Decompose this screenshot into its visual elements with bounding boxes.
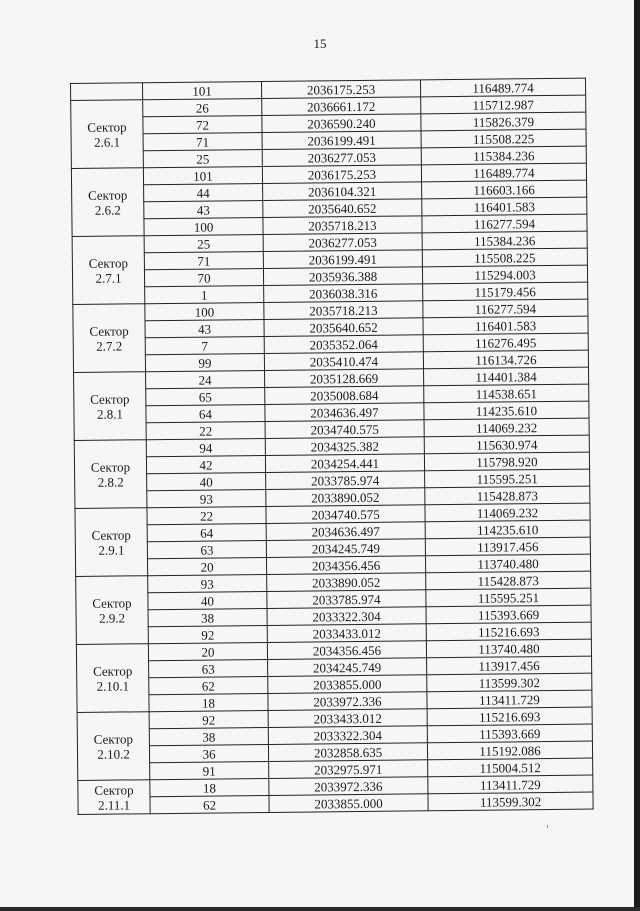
x-coordinate-cell: 2035008.684 (265, 386, 424, 405)
point-cell: 20 (147, 557, 266, 575)
y-coordinate-cell: 115216.693 (427, 707, 592, 726)
sector-label-word: Сектор (89, 322, 129, 339)
y-coordinate-cell: 114235.610 (425, 520, 590, 539)
point-cell: 71 (143, 132, 262, 150)
y-coordinate-cell: 114235.610 (424, 401, 589, 420)
x-coordinate-cell: 2034636.497 (266, 522, 425, 541)
scan-edge-bottom (0, 907, 640, 911)
y-coordinate-cell: 113411.729 (428, 775, 593, 794)
x-coordinate-cell: 2033785.974 (267, 590, 426, 609)
point-cell: 101 (143, 81, 262, 99)
sector-label-cell (71, 168, 144, 237)
point-cell: 18 (149, 693, 268, 711)
y-coordinate-cell: 115393.669 (426, 605, 591, 624)
point-cell: 93 (147, 489, 266, 507)
point-cell: 25 (143, 149, 262, 167)
x-coordinate-cell: 2033890.052 (267, 573, 426, 592)
sector-label-cell (78, 780, 150, 815)
y-coordinate-cell: 115192.086 (427, 741, 592, 760)
x-coordinate-cell: 2035410.474 (264, 352, 423, 371)
sector-label-word: Сектор (88, 254, 129, 271)
point-cell: 18 (150, 778, 269, 796)
point-cell: 65 (146, 387, 265, 405)
y-coordinate-cell: 115630.974 (424, 435, 589, 454)
sector-label-word: Сектор (87, 118, 127, 135)
sector-label-word: Сектор (90, 390, 130, 407)
x-coordinate-cell: 2035128.669 (265, 369, 424, 388)
y-coordinate-cell: 115595.251 (426, 588, 591, 607)
x-coordinate-cell: 2035718.213 (264, 301, 423, 320)
point-cell: 93 (148, 574, 267, 592)
x-coordinate-cell: 2036277.053 (263, 233, 422, 252)
sector-label-word: Сектор (92, 662, 133, 679)
y-coordinate-cell: 114401.384 (424, 367, 589, 386)
x-coordinate-cell: 2034245.749 (268, 658, 427, 677)
point-cell: 43 (145, 319, 264, 337)
sector-label-number: 2.10.1 (96, 677, 130, 694)
y-coordinate-cell: 113599.302 (427, 673, 592, 692)
y-coordinate-cell: 116134.726 (423, 350, 588, 369)
x-coordinate-cell: 2036277.053 (262, 148, 421, 167)
sector-label-word: Сектор (92, 594, 132, 611)
sector-label-number: 2.9.2 (99, 609, 126, 626)
x-coordinate-cell: 2036104.321 (263, 182, 422, 201)
sector-label-cell (75, 508, 148, 577)
x-coordinate-cell: 2033855.000 (269, 794, 428, 813)
coordinates-table (70, 78, 594, 815)
sector-label-number: 2.8.1 (96, 405, 124, 422)
x-coordinate-cell: 2032975.971 (269, 760, 428, 779)
point-cell: 71 (144, 251, 263, 269)
y-coordinate-cell: 115294.003 (422, 265, 587, 284)
x-coordinate-cell: 2036590.240 (262, 114, 421, 133)
x-coordinate-cell: 2036199.491 (263, 250, 422, 269)
sector-label-number: 2.9.1 (98, 541, 125, 558)
x-coordinate-cell: 2034356.456 (267, 641, 426, 660)
point-cell: 92 (149, 710, 268, 728)
point-cell: 44 (144, 183, 263, 201)
point-cell: 63 (149, 659, 268, 677)
x-coordinate-cell: 2036199.491 (262, 131, 421, 150)
y-coordinate-cell: 116277.594 (423, 299, 588, 318)
x-coordinate-cell: 2034740.575 (266, 505, 425, 524)
sector-label-cell (76, 576, 149, 645)
x-coordinate-cell: 2035640.652 (263, 199, 422, 218)
x-coordinate-cell: 2035352.064 (264, 335, 423, 354)
point-cell: 64 (146, 404, 265, 422)
sector-label-cell (73, 304, 146, 373)
point-cell: 42 (146, 455, 265, 473)
sector-label-word: Сектор (87, 186, 128, 203)
x-coordinate-cell: 2034245.749 (266, 539, 425, 558)
point-cell: 70 (144, 268, 263, 286)
y-coordinate-cell: 116401.583 (422, 197, 587, 216)
scan-speck (547, 825, 548, 828)
y-coordinate-cell: 114538.651 (424, 384, 589, 403)
y-coordinate-cell: 113599.302 (428, 792, 593, 811)
sector-label-cell (74, 440, 147, 509)
y-coordinate-cell: 113411.729 (427, 690, 592, 709)
scan-edge-right (634, 0, 640, 911)
point-cell: 99 (145, 353, 264, 371)
x-coordinate-cell: 2035640.652 (264, 318, 423, 337)
y-coordinate-cell: 113917.456 (427, 656, 592, 675)
y-coordinate-cell: 116401.583 (423, 316, 588, 335)
x-coordinate-cell: 2033322.304 (268, 726, 427, 745)
sector-label-number: 2.6.2 (94, 201, 121, 218)
y-coordinate-cell: 115508.225 (422, 248, 587, 267)
x-coordinate-cell: 2036175.253 (262, 165, 421, 184)
y-coordinate-cell: 113740.480 (426, 639, 591, 658)
x-coordinate-cell: 2034740.575 (265, 420, 424, 439)
x-coordinate-cell: 2033855.000 (268, 675, 427, 694)
y-coordinate-cell: 115508.225 (421, 129, 586, 148)
point-cell: 91 (150, 761, 269, 779)
sector-label-word: Сектор (94, 781, 134, 798)
point-cell: 63 (147, 540, 266, 558)
point-cell: 100 (145, 302, 264, 320)
x-coordinate-cell: 2036175.253 (261, 80, 420, 99)
y-coordinate-cell: 114069.232 (424, 418, 589, 437)
x-coordinate-cell: 2033322.304 (267, 607, 426, 626)
y-coordinate-cell: 115826.379 (421, 112, 586, 131)
y-coordinate-cell: 113917.456 (425, 537, 590, 556)
coordinates-table-body (71, 78, 594, 814)
point-cell: 22 (147, 506, 266, 524)
point-cell: 38 (149, 727, 268, 745)
y-coordinate-cell: 115798.920 (424, 452, 589, 471)
x-coordinate-cell: 2033433.012 (268, 709, 427, 728)
sector-label-number: 2.6.1 (94, 133, 121, 150)
page-number: 15 (313, 36, 327, 51)
point-cell: 24 (146, 370, 265, 388)
x-coordinate-cell: 2036038.316 (264, 284, 423, 303)
y-coordinate-cell: 116277.594 (422, 214, 587, 233)
point-cell: 62 (149, 676, 268, 694)
point-cell: 100 (144, 217, 263, 235)
point-cell: 36 (149, 744, 268, 762)
x-coordinate-cell: 2033433.012 (267, 624, 426, 643)
point-cell: 1 (145, 285, 264, 303)
y-coordinate-cell: 115179.456 (423, 282, 588, 301)
sector-label-number: 2.10.2 (97, 745, 130, 762)
x-coordinate-cell: 2033785.974 (266, 471, 425, 490)
y-coordinate-cell: 116603.166 (422, 180, 587, 199)
y-coordinate-cell: 115384.236 (422, 231, 587, 250)
point-cell: 92 (148, 625, 267, 643)
point-cell: 38 (148, 608, 267, 626)
x-coordinate-cell: 2032858.635 (268, 743, 427, 762)
x-coordinate-cell: 2033890.052 (266, 488, 425, 507)
x-coordinate-cell: 2034254.441 (265, 454, 424, 473)
sector-label-cell (71, 100, 144, 169)
y-coordinate-cell: 116489.774 (420, 78, 585, 97)
y-coordinate-cell: 115712.987 (421, 95, 586, 114)
y-coordinate-cell: 115004.512 (428, 758, 593, 777)
point-cell: 22 (146, 421, 265, 439)
sector-label-cell (74, 372, 147, 441)
x-coordinate-cell: 2034636.497 (265, 403, 424, 422)
y-coordinate-cell: 113740.480 (425, 554, 590, 573)
point-cell: 40 (148, 591, 267, 609)
y-coordinate-cell: 115216.693 (426, 622, 591, 641)
x-coordinate-cell: 2033972.336 (268, 692, 427, 711)
point-cell: 72 (143, 115, 262, 133)
sector-label-cell (77, 712, 150, 781)
sector-label-number: 2.11.1 (97, 796, 131, 813)
sector-label-word: Сектор (93, 730, 134, 747)
y-coordinate-cell: 115428.873 (426, 571, 591, 590)
point-cell: 62 (150, 795, 269, 813)
point-cell: 94 (146, 438, 265, 456)
sector-label-cell (76, 644, 149, 713)
point-cell: 26 (143, 98, 262, 116)
x-coordinate-cell: 2034356.456 (266, 556, 425, 575)
sector-label-number: 2.7.1 (95, 269, 122, 286)
x-coordinate-cell: 2035718.213 (263, 216, 422, 235)
y-coordinate-cell: 116489.774 (421, 163, 586, 182)
sector-label-number: 2.8.2 (97, 473, 124, 490)
x-coordinate-cell: 2036661.172 (262, 97, 421, 116)
x-coordinate-cell: 2035936.388 (263, 267, 422, 286)
point-cell: 20 (148, 642, 267, 660)
y-coordinate-cell: 115393.669 (427, 724, 592, 743)
y-coordinate-cell: 114069.232 (425, 503, 590, 522)
point-cell: 7 (145, 336, 264, 354)
point-cell: 101 (143, 166, 262, 184)
y-coordinate-cell: 116276.495 (423, 333, 588, 352)
y-coordinate-cell: 115384.236 (421, 146, 586, 165)
point-cell: 43 (144, 200, 263, 218)
sector-label-number: 2.7.2 (96, 337, 123, 354)
point-cell: 40 (147, 472, 266, 490)
x-coordinate-cell: 2033972.336 (269, 777, 428, 796)
sector-cell-empty (71, 83, 143, 101)
point-cell: 25 (144, 234, 263, 252)
sector-label-cell (72, 236, 145, 305)
y-coordinate-cell: 115428.873 (425, 486, 590, 505)
point-cell: 64 (147, 523, 266, 541)
sector-label-word: Сектор (90, 458, 131, 475)
y-coordinate-cell: 115595.251 (425, 469, 590, 488)
sector-label-word: Сектор (91, 526, 131, 543)
x-coordinate-cell: 2034325.382 (265, 437, 424, 456)
